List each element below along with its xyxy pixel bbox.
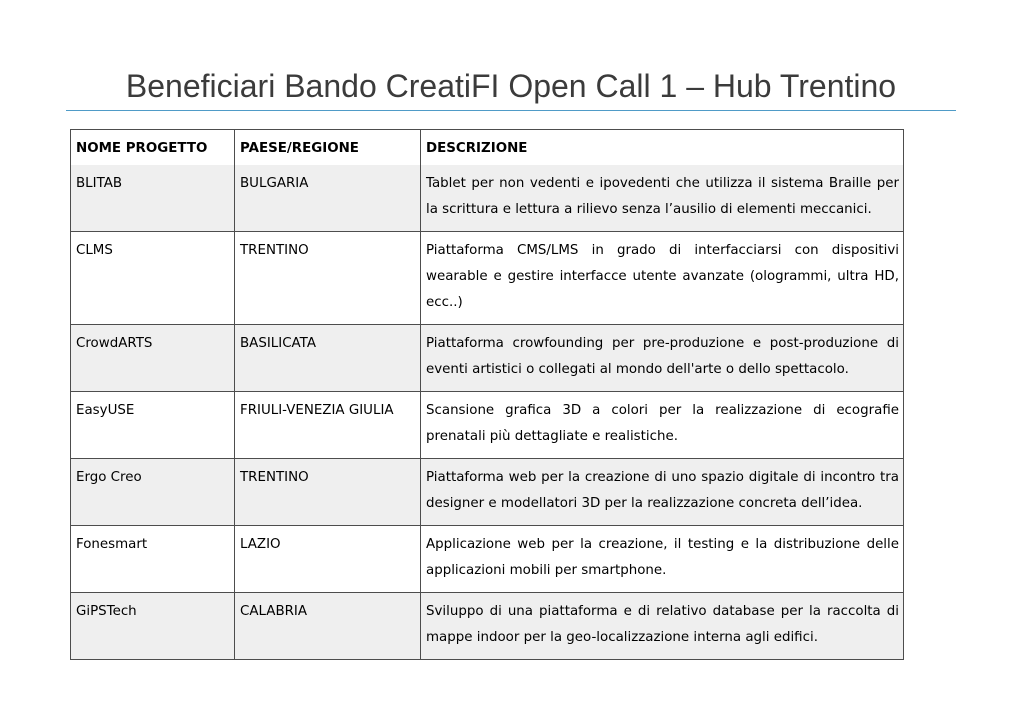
project-name-cell: GiPSTech <box>71 593 235 660</box>
description-cell: Tablet per non vedenti e ipovedenti che utilizza il sistema Braille per la scrittura e lettura a rilievo senza l’ausilio di elementi meccanici. <box>421 165 904 232</box>
description-cell: Piattaforma web per la creazione di uno spazio digitale di incontro tra designer e modellatori 3D per la realizzazione concreta dell’idea. <box>421 459 904 526</box>
header-project-name: NOME PROGETTO <box>71 130 235 166</box>
table-row <box>71 392 904 459</box>
description-cell: Sviluppo di una piattaforma e di relativo database per la raccolta di mappe indoor per la geo-localizzazione interna agli edifici. <box>421 593 904 660</box>
header-region: PAESE/REGIONE <box>235 130 421 166</box>
table-row <box>71 232 904 325</box>
region-cell: TRENTINO <box>235 232 421 325</box>
title-divider <box>66 110 956 111</box>
project-name-cell: Ergo Creo <box>71 459 235 526</box>
table-row <box>71 325 904 392</box>
table-row <box>71 459 904 526</box>
page-title: Beneficiari Bando CreatiFI Open Call 1 – Hub Trentino <box>125 68 897 104</box>
table-row <box>71 593 904 660</box>
project-name-cell: CLMS <box>71 232 235 325</box>
table-body <box>71 165 904 660</box>
project-name-cell: Fonesmart <box>71 526 235 593</box>
description-cell: Applicazione web per la creazione, il testing e la distribuzione delle applicazioni mobili per smartphone. <box>421 526 904 593</box>
description-cell: Piattaforma CMS/LMS in grado di interfacciarsi con dispositivi wearable e gestire interfacce utente avanzate (ologrammi, ultra HD, ecc..) <box>421 232 904 325</box>
table-row <box>71 165 904 232</box>
region-cell: BASILICATA <box>235 325 421 392</box>
description-cell: Scansione grafica 3D a colori per la realizzazione di ecografie prenatali più dettagliate e realistiche. <box>421 392 904 459</box>
project-name-cell: EasyUSE <box>71 392 235 459</box>
description-cell: Piattaforma crowfounding per pre-produzione e post-produzione di eventi artistici o collegati al mondo dell'arte o dello spettacolo. <box>421 325 904 392</box>
header-row <box>71 130 904 166</box>
table-header <box>71 130 904 166</box>
table-row <box>71 526 904 593</box>
project-name-cell: BLITAB <box>71 165 235 232</box>
header-description: DESCRIZIONE <box>421 130 904 166</box>
region-cell: CALABRIA <box>235 593 421 660</box>
region-cell: FRIULI-VENEZIA GIULIA <box>235 392 421 459</box>
region-cell: TRENTINO <box>235 459 421 526</box>
project-name-cell: CrowdARTS <box>71 325 235 392</box>
beneficiaries-table <box>70 129 904 660</box>
region-cell: BULGARIA <box>235 165 421 232</box>
region-cell: LAZIO <box>235 526 421 593</box>
